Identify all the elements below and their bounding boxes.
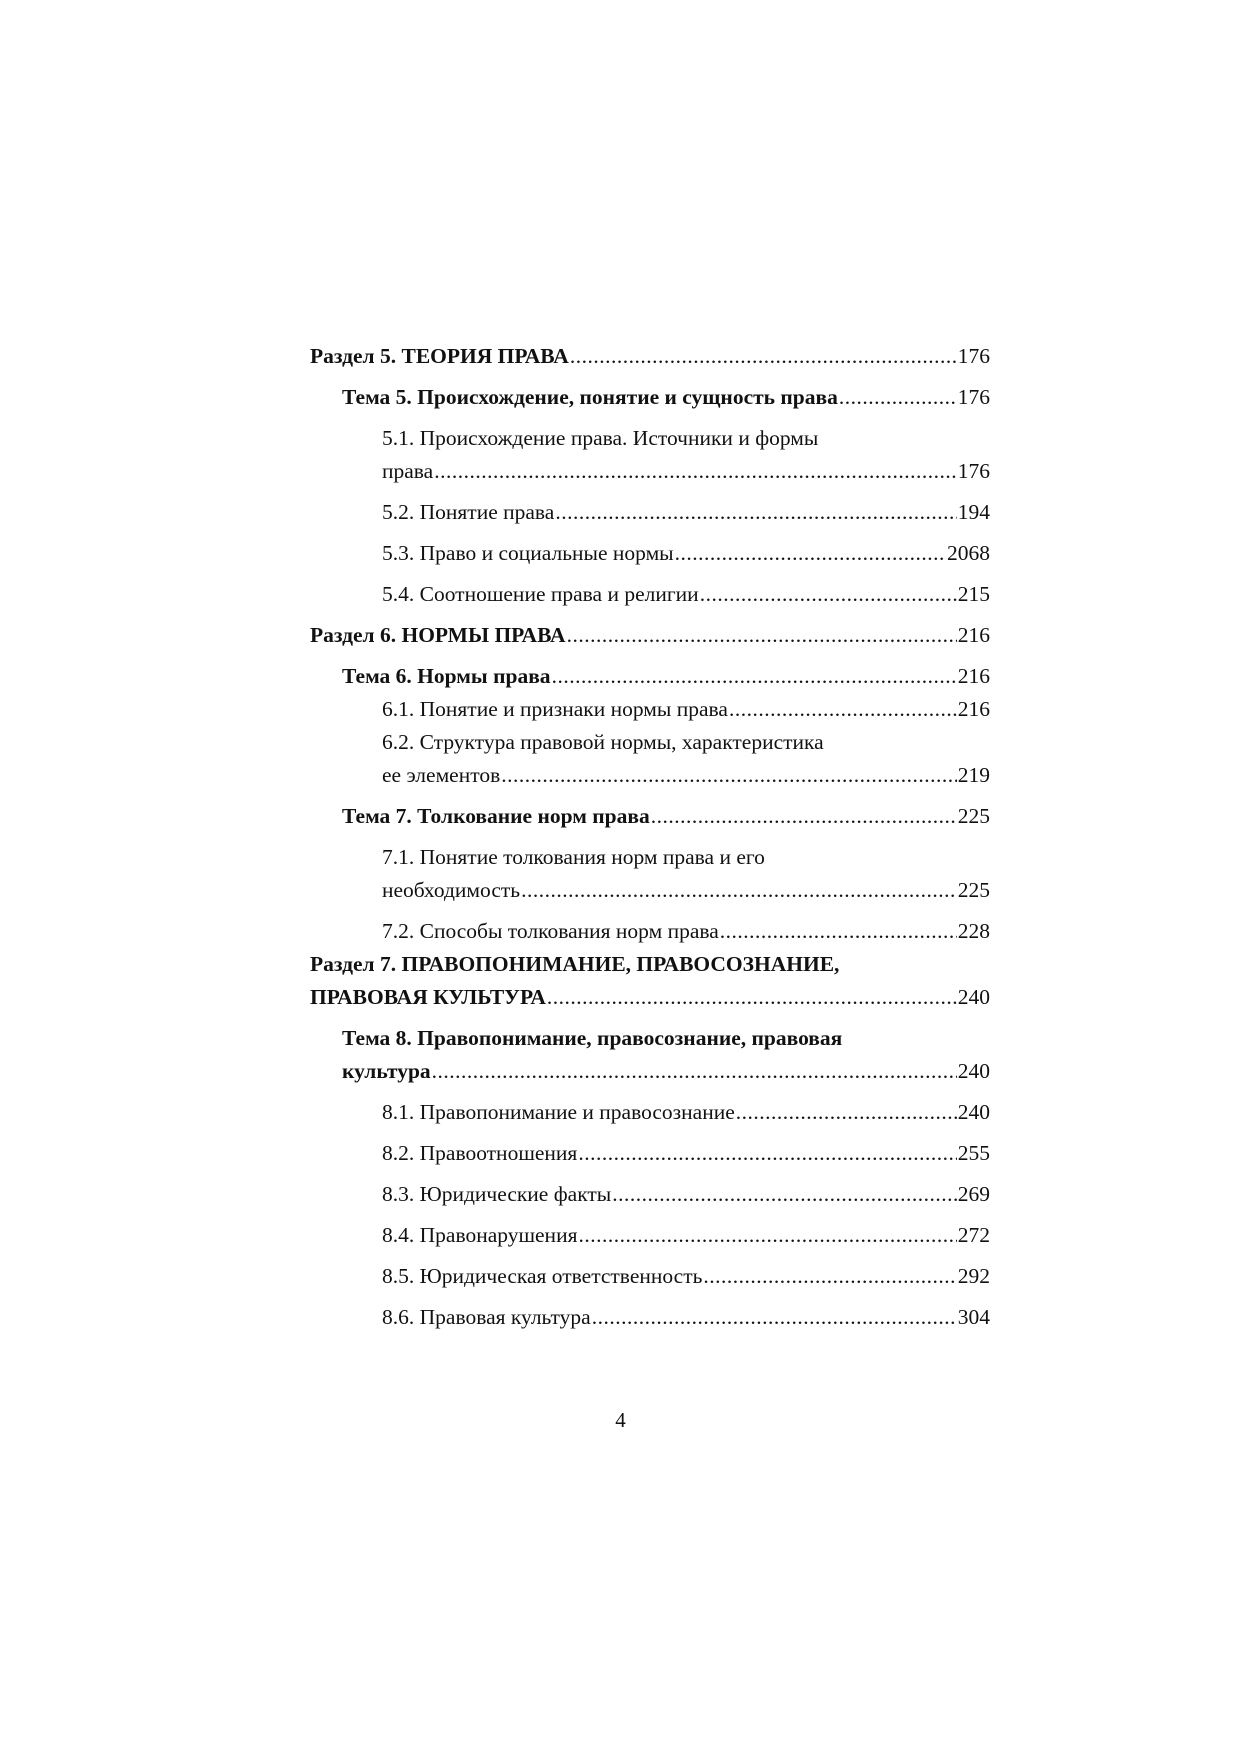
dot-leader [703, 1260, 956, 1293]
toc-item-label: необходимость [382, 878, 521, 902]
toc-topic-label: Тема 7. Толкование норм права [342, 804, 650, 828]
toc-page-number: 240 [957, 1100, 990, 1124]
toc-item-5-1[interactable] [382, 422, 990, 488]
toc-item-8-6[interactable] [382, 1301, 990, 1334]
toc-page-number: 216 [957, 623, 990, 647]
toc-item-5-2[interactable] [382, 496, 990, 529]
dot-leader [521, 874, 957, 907]
toc-item-6-2[interactable] [382, 726, 990, 792]
dot-leader [567, 619, 957, 652]
toc-item-label: 5.2. Понятие права [382, 500, 555, 524]
dot-leader [552, 660, 957, 693]
toc-section-label: Раздел 6. НОРМЫ ПРАВА [310, 623, 566, 647]
toc-page-number: 255 [957, 1141, 990, 1165]
toc-section-5[interactable] [310, 340, 990, 373]
toc-item-8-5[interactable] [382, 1260, 990, 1293]
toc-section-7[interactable] [310, 948, 990, 1014]
toc-page-number: 240 [957, 1059, 990, 1083]
toc-item-label: 6.1. Понятие и признаки нормы права [382, 697, 728, 721]
toc-item-label: ее элементов [382, 763, 501, 787]
dot-leader [570, 340, 957, 373]
dot-leader [720, 915, 957, 948]
toc-item-8-2[interactable] [382, 1137, 990, 1170]
toc-page-number: 292 [957, 1264, 990, 1288]
toc-topic-5[interactable] [342, 381, 990, 414]
toc-page-number: 216 [957, 664, 990, 688]
toc-topic-first-line: Тема 8. Правопонимание, правосознание, правовая [342, 1026, 843, 1050]
toc-item-label: права [382, 459, 434, 483]
toc-item-label: 8.2. Правоотношения [382, 1141, 578, 1165]
toc-page-number: 194 [957, 500, 990, 524]
toc-item-label: 5.3. Право и социальные нормы [382, 541, 674, 565]
toc-item-label: 8.4. Правонарушения [382, 1223, 578, 1247]
toc-item-label: 7.2. Способы толкования норм права [382, 919, 719, 943]
toc-topic-6[interactable] [342, 660, 990, 693]
toc-page-number: 225 [957, 804, 990, 828]
toc-section-label: Раздел 5. ТЕОРИЯ ПРАВА [310, 344, 569, 368]
toc-topic-label: Тема 6. Нормы права [342, 664, 551, 688]
toc-section-first-line: Раздел 7. ПРАВОПОНИМАНИЕ, ПРАВОСОЗНАНИЕ, [310, 952, 840, 976]
dot-leader [700, 578, 957, 611]
dot-leader [555, 496, 956, 529]
toc-page-number: 176 [957, 459, 990, 483]
table-of-contents [310, 340, 990, 1334]
toc-section-label: ПРАВОВАЯ КУЛЬТУРА [310, 985, 546, 1009]
toc-item-label: 8.5. Юридическая ответственность [382, 1264, 703, 1288]
toc-page-number: 176 [957, 385, 990, 409]
toc-page-number: 240 [957, 985, 990, 1009]
toc-page-number: 272 [957, 1223, 990, 1247]
toc-page-number: 228 [957, 919, 990, 943]
toc-topic-label: культура [342, 1059, 431, 1083]
dot-leader [675, 537, 946, 570]
toc-page-number: 225 [957, 878, 990, 902]
page-number: 4 [615, 1408, 626, 1432]
toc-item-7-1[interactable] [382, 841, 990, 907]
toc-page-number: 215 [957, 582, 990, 606]
toc-item-8-4[interactable] [382, 1219, 990, 1252]
toc-page-number: 176 [957, 344, 990, 368]
toc-item-label: 5.4. Соотношение права и религии [382, 582, 699, 606]
dot-leader [547, 981, 957, 1014]
dot-leader [839, 381, 957, 414]
toc-page-number: 304 [957, 1305, 990, 1329]
toc-item-label: 8.3. Юридические факты [382, 1182, 612, 1206]
toc-item-label: 8.1. Правопонимание и правосознание [382, 1100, 735, 1124]
toc-page-number: 269 [957, 1182, 990, 1206]
dot-leader [729, 693, 957, 726]
toc-topic-7[interactable] [342, 800, 990, 833]
toc-section-6[interactable] [310, 619, 990, 652]
toc-page-number: 219 [957, 763, 990, 787]
dot-leader [612, 1178, 957, 1211]
toc-item-8-1[interactable] [382, 1096, 990, 1129]
dot-leader [592, 1301, 957, 1334]
toc-topic-8[interactable] [342, 1022, 990, 1088]
toc-item-first-line: 7.1. Понятие толкования норм права и его [382, 845, 765, 869]
toc-item-label: 8.6. Правовая культура [382, 1305, 591, 1329]
toc-topic-label: Тема 5. Происхождение, понятие и сущность права [342, 385, 838, 409]
dot-leader [501, 759, 957, 792]
dot-leader [578, 1219, 956, 1252]
toc-item-5-4[interactable] [382, 578, 990, 611]
dot-leader [578, 1137, 956, 1170]
dot-leader [736, 1096, 957, 1129]
toc-item-7-2[interactable] [382, 915, 990, 948]
toc-item-5-3[interactable] [382, 537, 990, 570]
toc-item-first-line: 5.1. Происхождение права. Источники и формы [382, 426, 819, 450]
toc-page-number: 216 [957, 697, 990, 721]
dot-leader [651, 800, 957, 833]
toc-item-first-line: 6.2. Структура правовой нормы, характеристика [382, 730, 824, 754]
dot-leader [434, 455, 957, 488]
dot-leader [432, 1055, 957, 1088]
toc-item-8-3[interactable] [382, 1178, 990, 1211]
toc-page-number: 2068 [947, 541, 990, 565]
toc-item-6-1[interactable] [382, 693, 990, 726]
